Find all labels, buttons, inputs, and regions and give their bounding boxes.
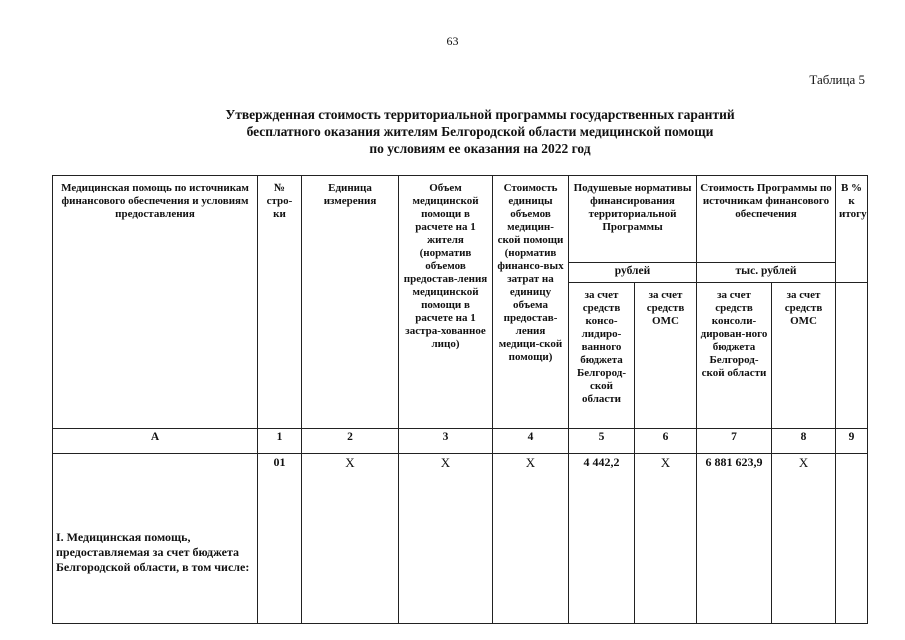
header-group-per-capita: Подушевые нормативы финансирования территориальной Программы — [569, 176, 697, 263]
index-cell-1: 1 — [258, 429, 302, 454]
row-per-capita-budget: 4 442,2 — [569, 454, 635, 624]
row-name: I. Медицинская помощь, предоставляемая за счет бюджета Белгородской области, в том числе: — [53, 454, 258, 624]
index-cell-3: 3 — [399, 429, 493, 454]
index-cell-4: 4 — [493, 429, 569, 454]
index-cell-7: 7 — [697, 429, 772, 454]
row-line-number: 01 — [258, 454, 302, 624]
header-col-1: № стро-ки — [258, 176, 302, 429]
table-label: Таблица 5 — [809, 72, 865, 87]
title-line-2: бесплатного оказания жителям Белгородской области медицинской помощи — [246, 124, 714, 139]
header-col-3: Объем медицинской помощи в расчете на 1 жителя (норматив объемов предостав-ления медицинской помощи в расчете на 1 застра-хованное лицо) — [399, 176, 493, 429]
row-unit-cost: Х — [493, 454, 569, 624]
index-cell-5: 5 — [569, 429, 635, 454]
header-col-7: за счет средств консоли-дирован-ного бюджета Белгород-ской области — [697, 283, 772, 429]
index-cell-6: 6 — [635, 429, 697, 454]
header-col-8: за счет средств ОМС — [772, 283, 836, 429]
row-unit: Х — [302, 454, 399, 624]
header-col-4: Стоимость единицы объемов медицин-ской помощи (норматив финансо-вых затрат на единицу объема предостав-ления медици-ской помощи) — [493, 176, 569, 429]
index-row — [53, 429, 868, 454]
header-col-9: В % к итогу — [836, 176, 868, 283]
cost-table — [52, 175, 868, 624]
header-group-cost: Стоимость Программы по источникам финансового обеспечения — [697, 176, 836, 263]
table-row — [53, 454, 868, 624]
header-col-6: за счет средств ОМС — [635, 283, 697, 429]
index-cell-a: А — [53, 429, 258, 454]
header-rubles: рублей — [569, 263, 697, 283]
header-thousand-rubles: тыс. рублей — [697, 263, 836, 283]
title-line-3: по условиям ее оказания на 2022 год — [369, 141, 591, 156]
index-cell-9: 9 — [836, 429, 868, 454]
document-title — [150, 106, 810, 157]
index-cell-8: 8 — [772, 429, 836, 454]
row-percent — [836, 454, 868, 624]
header-row-1 — [53, 176, 868, 263]
index-cell-2: 2 — [302, 429, 399, 454]
header-col-a: Медицинская помощь по источникам финансового обеспечения и условиям предоставления — [53, 176, 258, 429]
header-col-9-empty — [836, 283, 868, 429]
page-number: 63 — [446, 34, 459, 48]
title-line-1: Утвержденная стоимость территориальной программы государственных гарантий — [225, 107, 735, 122]
row-per-capita-oms: Х — [635, 454, 697, 624]
row-volume: Х — [399, 454, 493, 624]
header-col-2: Единица измерения — [302, 176, 399, 429]
row-cost-budget: 6 881 623,9 — [697, 454, 772, 624]
header-col-5: за счет средств консо-лидиро-ванного бюджета Белгород-ской области — [569, 283, 635, 429]
row-cost-oms: Х — [772, 454, 836, 624]
